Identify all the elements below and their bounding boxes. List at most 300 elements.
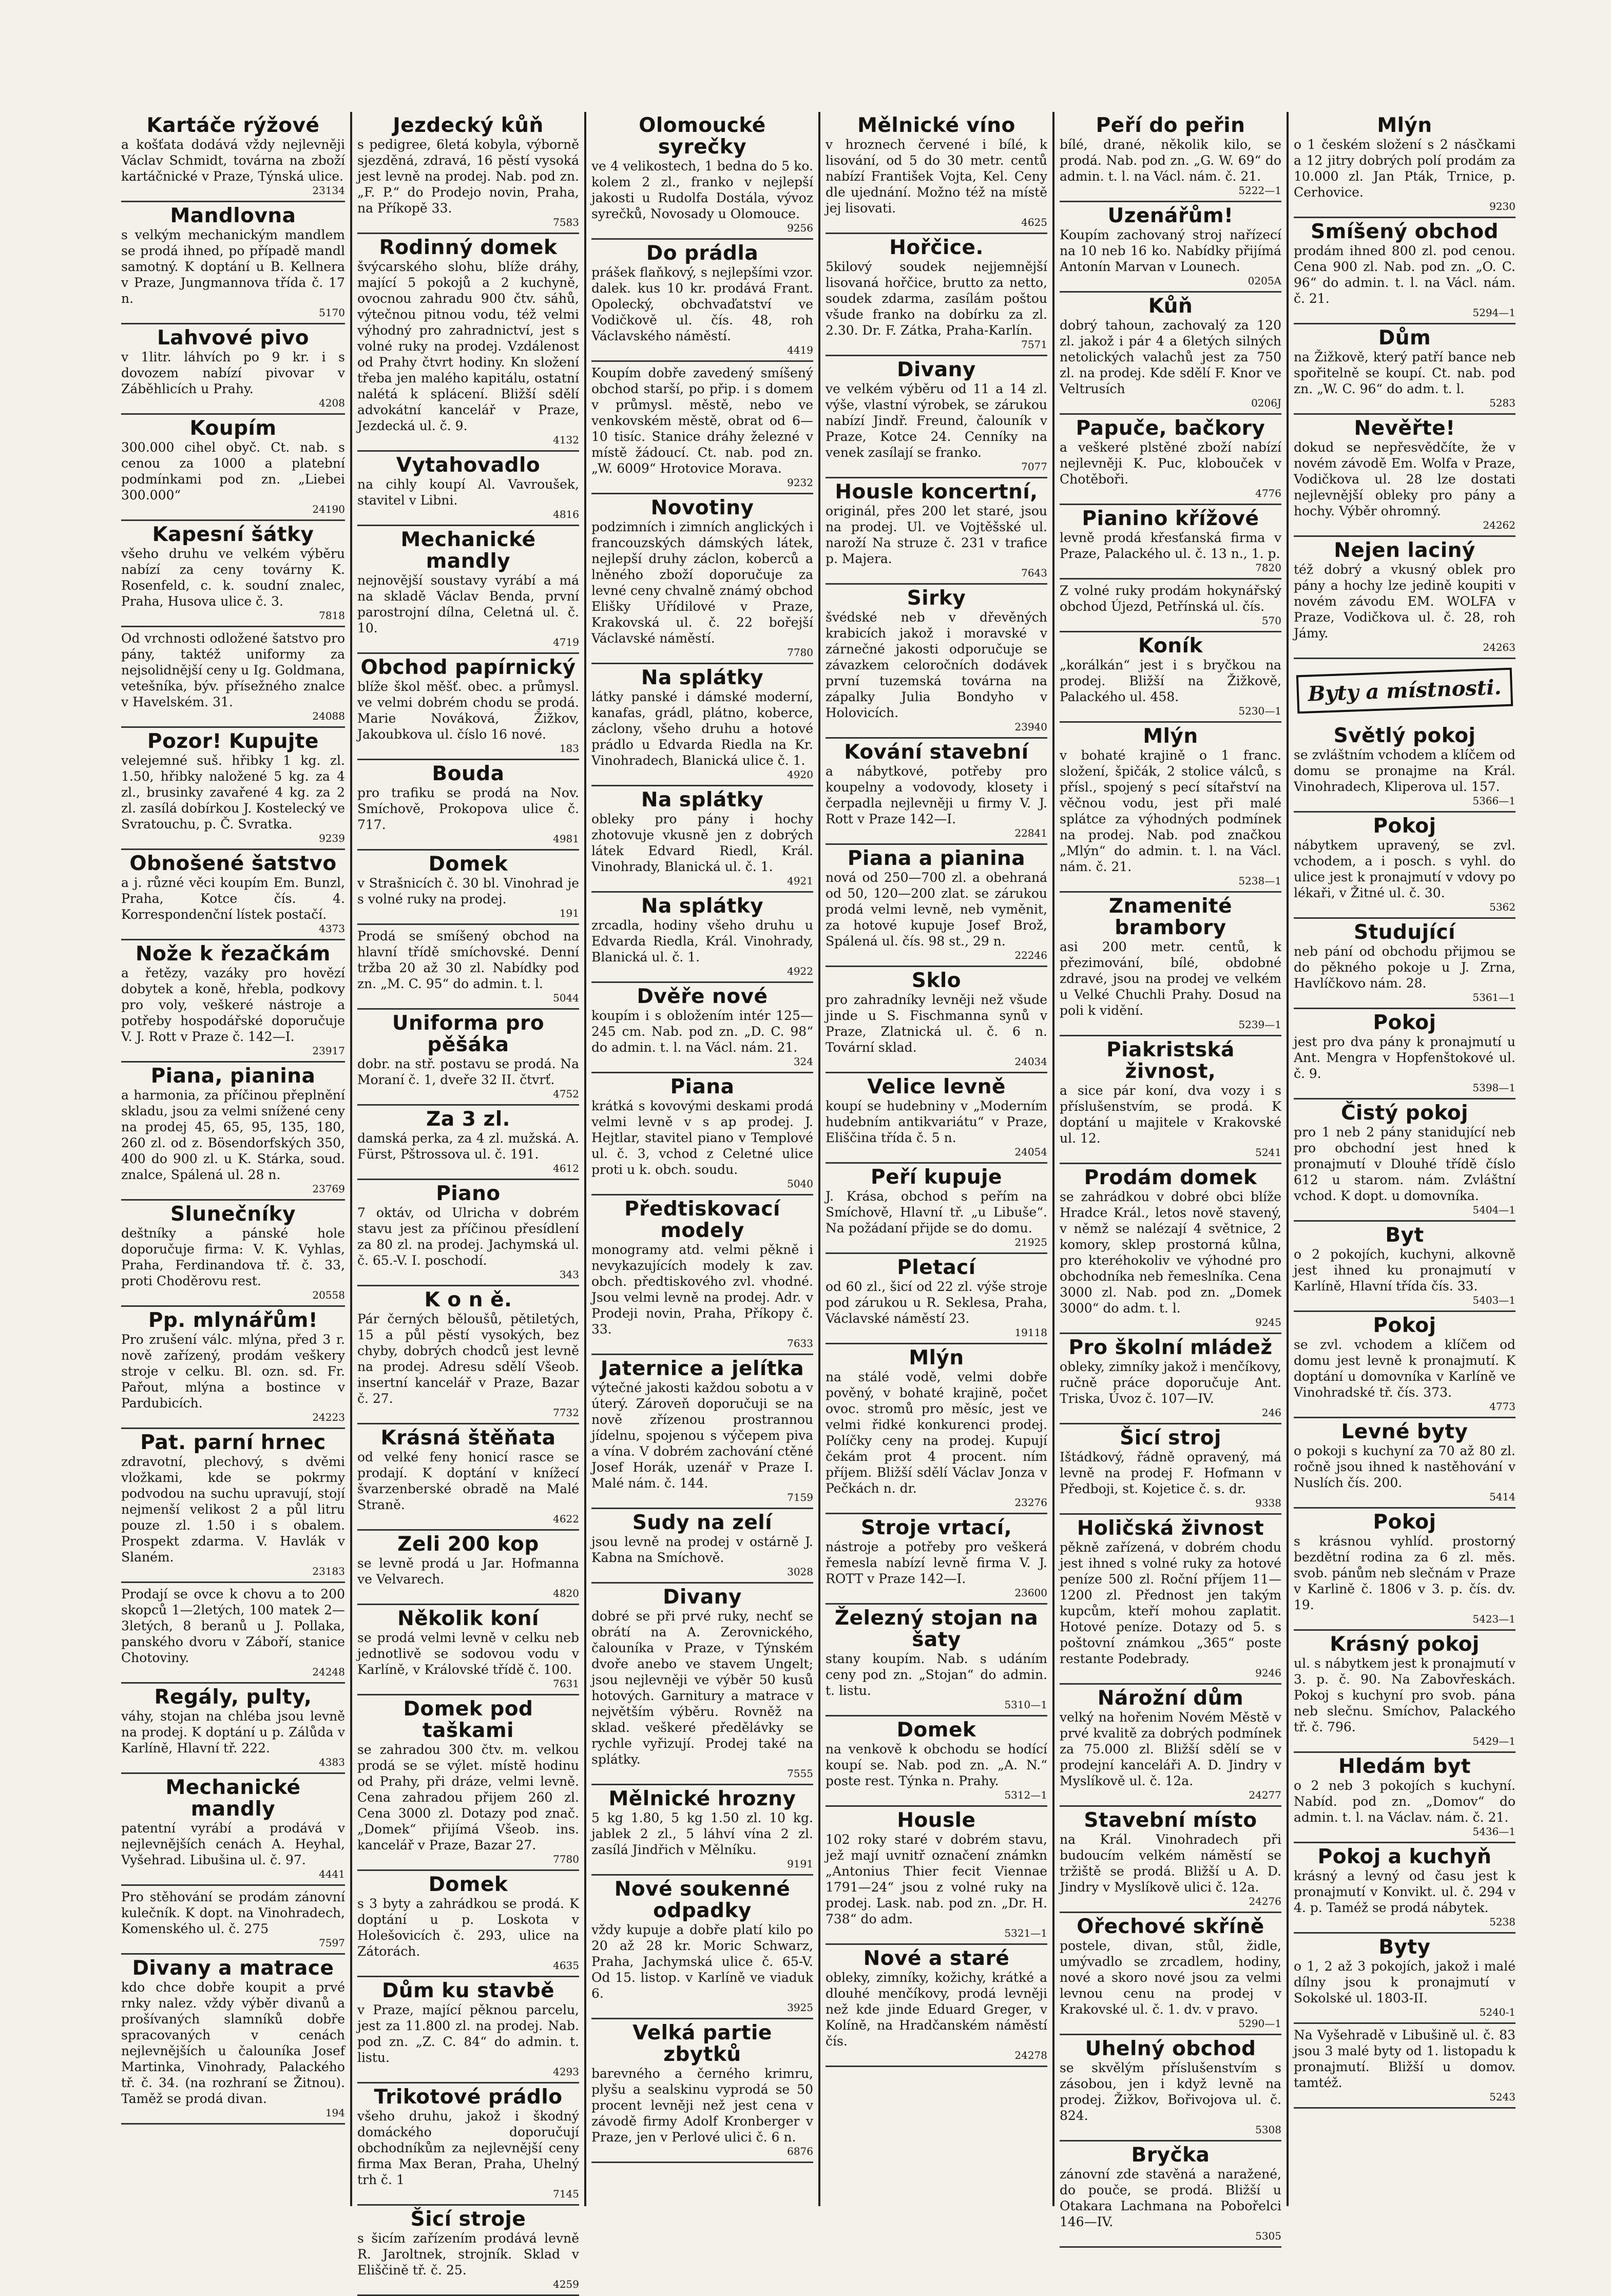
ad-body: a harmonia, za příčinou přeplnění skladu, jsou za velmi snížené ceny na prodej 45, 65, 95, 135, 180, 260 zl. od z. Bösendorfských 350, 400 do 900 zl. u K. Stárka, soud. znalce, Spálená ul. 28 n. (121, 1088, 345, 1182)
ad-number: 5362 (1489, 901, 1516, 913)
ad-number: 7780 (553, 1853, 579, 1865)
ad-headline: Domek pod taškami (403, 1697, 533, 1742)
classified-ad (1294, 537, 1516, 659)
ad-headline: Kapesní šátky (152, 523, 314, 546)
classified-ad (591, 1509, 813, 1584)
ad-headline: Několik koní (397, 1607, 539, 1630)
ad-number: 0205A (1248, 275, 1281, 287)
ad-headline: Krásný pokoj (1330, 1633, 1480, 1656)
ad-headline: Jaternice a jelítka (600, 1357, 804, 1380)
classified-ad (357, 760, 579, 851)
ad-number: 4373 (319, 922, 345, 935)
classified-ad (591, 893, 813, 983)
ad-body: s pedigree, 6letá kobyla, výborně sjezděná, zdravá, 16 pěstí vysoká jest levně na prodej. Nab. pod zn. „F. P.“ do Prodejo novin, Praha, na Příkopě 33. (357, 137, 579, 216)
ad-number: 194 (325, 2107, 345, 2119)
ad-headline: Obnošené šatstvo (129, 852, 337, 875)
classified-ad (121, 940, 345, 1063)
ad-headline: Nevěřte! (1354, 417, 1455, 440)
ad-body: Na Vyšehradě v Libušině ul. č. 83 jsou 3 malé byty od 1. listopadu k pronajmutí. Bližší u domov. tamtéž. (1294, 2028, 1516, 2090)
ad-headline: Mělnické víno (857, 114, 1015, 137)
ad-number: 5414 (1489, 1491, 1516, 1503)
ad-number: 5403—1 (1472, 1294, 1516, 1306)
ad-number: 23134 (312, 184, 345, 197)
classified-ad (1294, 1753, 1516, 1843)
ad-headline: Dvěře nové (637, 985, 768, 1008)
ad-number: 7732 (553, 1406, 579, 1419)
ad-headline: Vytahovadlo (396, 454, 541, 477)
classified-ad (357, 452, 579, 526)
ad-body: velejemné suš. hřibky 1 kg. zl. 1.50, hřibky naložené 5 kg. za 4 zl., brusinky zavařené 4 kg. za 2 zl. zasílá dobírkou J. Kostelecký ve Svratouchu, p. Č. Svratka. (121, 753, 345, 832)
ad-body: na stálé vodě, velmi dobře pověný, v bohaté krajině, počet ovoc. stromů pro měsíc, jest ve velmi řidké konkurenci prodej. Políčky ceny na prodej. Kupují čekám prot 4 procent. ním příjem. Bližší sdělí Václav Jonza v Pečkách n. dr. (826, 1369, 1047, 1496)
classified-ad (357, 1605, 579, 1695)
ad-body: Od vrchnosti odložené šatstvo pro pány, taktéž uniformy za nejsolidnější ceny u Ig. Goldmana, vetešníka, býv. přísežného znalce v Havelském. 31. (121, 631, 345, 709)
ad-body: blíže škol měšť. obec. a průmysl. ve velmi dobrém chodu se prodá. Marie Nováková, Žižkov, Jakoubkova ul. číslo 16 nové. (357, 679, 579, 742)
classified-ad (1060, 893, 1281, 1036)
ad-body: v Strašnicích č. 30 bl. Vinohrad je s volné ruky na prodej. (357, 876, 579, 906)
ad-body: Koupím zachovaný stroj nařízecí na 10 neb 16 ko. Nabídky přijímá Antonín Marvan v Lounech. (1060, 227, 1281, 274)
ad-headline: Předtiskovací modely (624, 1198, 780, 1242)
ad-headline: Olomoucké syrečky (639, 114, 766, 159)
classified-ad (357, 1424, 579, 1531)
classified-column-3 (584, 112, 818, 2206)
ad-number: 7818 (319, 609, 345, 622)
ad-body: deštníky a pánské hole doporučuje firma: V. K. Vyhlas, Praha, Ferdinandova tř. č. 33, proti Choděrovu rest. (121, 1226, 345, 1288)
classified-ad (121, 415, 345, 521)
ad-headline: Velká partie zbytků (632, 2021, 772, 2066)
ad-body: v hroznech červené i bílé, k lisování, od 5 do 30 metr. centů nabízí František Vojta, Kel. Ceny dle ujednání. Možno též na místě jej lisovati. (826, 137, 1047, 216)
classified-ad (1060, 723, 1281, 893)
ad-number: 24248 (312, 1666, 345, 1678)
ad-body: kdo chce dobře koupit a prvé rnky nalez. vždy výběr divanů a prošívaných slamníků dobře spracovaných v cenách nejlevnějších u čalouníka Josef Martinka, Vinohrady, Palackého tř. č. 34. (na rozhraní se Žitnou). Taměž se prodá divan. (121, 1980, 345, 2106)
ad-number: 4820 (553, 1587, 579, 1599)
classified-ad (1294, 415, 1516, 537)
ad-headline: Zeli 200 kop (397, 1533, 539, 1556)
ad-body: v bohaté krajině o 1 franc. složení, špičák, 2 stolice válců, s přísl., spojený s pecí sítařství na věčnou vodu, jest při malé splátce za výhodných podmínek na prodej. Nab. pod značkou „Mlýn“ do admin. t. l. na Václ. nám. č. 21. (1060, 748, 1281, 874)
classified-ad (1060, 112, 1281, 202)
classified-ad (1294, 324, 1516, 415)
classified-ad (591, 1584, 813, 1785)
ad-headline: Domek (428, 1873, 508, 1896)
ad-number: 9338 (1255, 1497, 1281, 1509)
ad-number: 5429—1 (1472, 1735, 1516, 1747)
ad-number: 4293 (553, 2066, 579, 2078)
ad-number: 5239—1 (1238, 1018, 1281, 1031)
ad-body: na Žižkově, který patří bance neb spořitelně se koupí. Ct. nab. pod zn. „W. C. 96“ do adm. t. l. (1294, 350, 1516, 396)
ad-body: Pár černých běloušů, pětiletých, 15 a půl pěstí vysokých, bez chyby, dobrých chodců jest levně na prodej. Adresu sdělí Všeob. insertní kancelář v Praze, Bazar č. 27. (357, 1311, 579, 1406)
classified-ad (826, 1073, 1047, 1164)
ad-body: se zvláštním vchodem a klíčem od domu se pronajme na Král. Vinohradech, Kliperova ul. 157. (1294, 747, 1516, 794)
ad-body: zrcadla, hodiny všeho druhu u Edvarda Riedla, Král. Vinohrady, Blanická ul. č. 1. (591, 918, 813, 964)
ad-number: 24278 (1014, 2049, 1047, 2061)
ad-number: 24054 (1014, 1146, 1047, 1158)
classified-ad (1060, 1685, 1281, 1807)
ad-body: se zahradou 300 čtv. m. velkou prodá se se výlet. místě hodinu od Prahy, při dráze, velmi levně. Cena zahradou přijem 260 zl. Cena 3000 zl. Dotazy pod znač. „Domek“ přijímá Všeob. ins. kancelář v Praze, Bazar 27. (357, 1742, 579, 1853)
ad-headline: Bryčka (1131, 2144, 1210, 2167)
classified-ad (1294, 1631, 1516, 1753)
classified-ad (1060, 1807, 1281, 1913)
classified-ad (121, 521, 345, 627)
ad-body: prodám ihned 800 zl. pod cenou. Cena 900 zl. Nab. pod zn. „O. C. 96“ do admin. t. l. na Václ. nám. č. 21. (1294, 243, 1516, 306)
ad-body: monogramy atd. velmi pěkně i nevykazujících modely k zav. obch. předtiskového zvl. vhodné. Jsou velmi levně na prodej. Adr. v Prodeji novin, Praha, Příkopy č. 33. (591, 1242, 813, 1337)
ad-headline: Mlýn (1377, 114, 1432, 137)
classified-column-6 (1287, 112, 1521, 2206)
ad-body: dokud se nepřesvědčíte, že v novém závodě Em. Wolfa v Praze, Vodičkova ul. 28 lze dostati nejlevnější obleky pro pány a hochy. Výběr ohromný. (1294, 440, 1516, 518)
ad-number: 7583 (553, 216, 579, 228)
classified-ad (357, 654, 579, 760)
classified-ad (591, 983, 813, 1073)
ad-headline: Pokoj a kuchyň (1317, 1845, 1492, 1868)
ad-number: 4132 (553, 434, 579, 446)
ad-body: asi 200 metr. centů, k přezimování, bílé, obdobné zdravé, jsou na prodej ve velkém u Velké Chuchli Prahy. Dosud na poli k vidění. (1060, 939, 1281, 1018)
ad-number: 7631 (553, 1677, 579, 1690)
ad-body: barevného a černého krimru, plyšu a sealskinu vyprodá se 50 procent levněji než jest cena v závodě firmy Adolf Kronberger v Praze, jen v Perlové ulici č. 6 n. (591, 2066, 813, 2145)
ad-number: 22246 (1014, 949, 1047, 961)
ad-headline: Holičská živnost (1077, 1517, 1264, 1540)
ad-headline: Kování stavební (844, 741, 1029, 764)
ad-number: 23769 (312, 1183, 345, 1195)
classified-column-2 (350, 112, 584, 2290)
ad-headline: Jezdecký kůň (393, 114, 544, 137)
classified-ad (591, 494, 813, 664)
ad-body: o 2 pokojích, kuchyni, alkovně jest ihned ku pronajmutí v Karlíně, Hlavní třída čís. 33. (1294, 1247, 1516, 1294)
ad-body: o 1 českém složení s 2 násčkami a 12 jitry dobrých polí prodám za 10.000 zl. Jan Pták, Trnice, p. Cerhovice. (1294, 137, 1516, 200)
ad-number: 5404—1 (1472, 1204, 1516, 1216)
ad-body: a řetězy, vazáky pro hovězí dobytek a koně, hřebla, podkovy pro voly, veškeré nástroje a potřeby hospodářské doporučuje V. J. Rott v Praze č. 142—I. (121, 966, 345, 1044)
ad-number: 7597 (319, 1937, 345, 1949)
ad-number: 24263 (1483, 641, 1516, 653)
classified-column-5 (1052, 112, 1287, 2242)
ad-body: obleky, zimníky jakož i menčíkovy, ručně práce doporučuje Ant. Triska, Úvoz č. 107—IV. (1060, 1359, 1281, 1406)
classified-ad (121, 1583, 345, 1684)
ad-headline: Koupím (189, 417, 277, 440)
ad-body: nejnovější soustavy vyrábí a má na skladě Václav Benda, první parostrojní dílna, Celetná ul. č. 10. (357, 573, 579, 635)
ad-number: 23917 (312, 1045, 345, 1057)
ad-headline: Mechanické mandly (400, 528, 536, 573)
ad-body: dobr. na stř. postavu se prodá. Na Moraní č. 1, dveře 32 II. čtvrť. (357, 1056, 579, 1087)
classified-ad (357, 1286, 579, 1424)
ad-number: 6876 (787, 2145, 813, 2157)
ad-number: 21925 (1014, 1236, 1047, 1248)
ad-headline: Pokoj (1373, 1314, 1436, 1337)
ad-body: též dobrý a vkusný oblek pro pány a hochy lze jedině koupiti v novém závodu EM. WOLFA v Praze, Vodičkova ul. č. 28, roh Jámy. (1294, 562, 1516, 641)
ad-number: 4752 (553, 1088, 579, 1100)
classified-ad (826, 967, 1047, 1073)
ad-number: 324 (793, 1055, 813, 1068)
classified-ad (826, 1807, 1047, 1945)
classified-ad (1060, 1334, 1281, 1424)
classified-ad (121, 202, 345, 324)
ad-number: 4920 (787, 768, 813, 781)
classified-ad (1060, 1515, 1281, 1685)
ad-headline: Sklo (911, 969, 962, 992)
ad-headline: Slunečníky (170, 1203, 296, 1226)
classified-ad (1060, 1424, 1281, 1515)
ad-number: 23600 (1014, 1587, 1047, 1599)
ad-headline: Piana a pianina (847, 847, 1026, 870)
ad-headline: Nárožní dům (1097, 1687, 1244, 1710)
ad-number: 4816 (553, 508, 579, 520)
classified-ad (1060, 2141, 1281, 2248)
classified-ad (826, 739, 1047, 845)
ad-body: 7 oktáv, od Ulricha v dobrém stavu jest za příčinou přesídlení za 80 zl. na prodej. Jachymská ul. č. 65.-V. I. poschodí. (357, 1205, 579, 1268)
ad-number: 20558 (312, 1289, 345, 1301)
ad-body: Prodá se smíšený obchod na hlavní třídě smíchovské. Denní tržba 20 až 30 zl. Nabídky pod zn. „M. C. 95“ do admin. t. l. (357, 929, 579, 991)
ad-number: 570 (1261, 614, 1281, 627)
ad-number: 5312—1 (1004, 1789, 1047, 1801)
classified-ad (591, 1195, 813, 1355)
ad-headline: Šicí stroj (1120, 1426, 1221, 1450)
classified-ad (357, 2083, 579, 2206)
ad-headline: Divany (663, 1586, 742, 1609)
ad-body: o 2 neb 3 pokojích s kuchyní. Nabíd. pod zn. „Domov“ do admin. t. l. na Václav. nám. č. 21. (1294, 1778, 1516, 1825)
ad-body: ve velkém výběru od 11 a 14 zl. výše, vlastní výrobek, se zárukou nabízí Jindř. Freund, čalouník v Praze, Kotce 24. Cenníky na venek zasílají se franko. (826, 381, 1047, 460)
ad-body: a j. různé věci koupím Em. Bunzl, Praha, Kotce čís. 4. Korrespondenční lístek postačí. (121, 875, 345, 922)
ad-number: 3028 (787, 1566, 813, 1578)
ad-body: Ištádkový, řádně opravený, má levně na prodej F. Hofmann v Předboji, st. Kojetice č. s. dr. (1060, 1450, 1281, 1496)
classified-ad (826, 1514, 1047, 1605)
ad-body: prášek flaňkový, s nejlepšími vzor. dalek. kus 10 kr. prodává Frant. Opolecký, obchvaďatství ve Vodičkově ul. čís. 48, roh Václavského náměstí. (591, 265, 813, 343)
ad-number: 4612 (553, 1162, 579, 1174)
ad-body: všeho druhu ve velkém výběru nabízí za ceny továrny K. Rosenfeld, c. k. soudní znalec, Praha, Husova ulice č. 3. (121, 546, 345, 609)
ad-headline: Nože k řezačkám (136, 942, 331, 966)
classified-ad (826, 1716, 1047, 1807)
ad-body: ve 4 velikostech, 1 bedna do 5 ko. kolem 2 zl., franko v nejlepší jakosti u Rudolfa Dostála, vývoz syrečků, Novosady u Olomouce. (591, 159, 813, 221)
ad-headline: Divany a matrace (132, 1957, 334, 1980)
ad-body: s krásnou vyhlíd. prostorný bezdětní rodina za 6 zl. měs. svob. pánům neb slečnám v Praze v Karlině č. 1806 v 3. p. čís. dv. 19. (1294, 1534, 1516, 1612)
ad-number: 23276 (1014, 1496, 1047, 1509)
classified-ad (121, 1774, 345, 1886)
ad-body: švýcarského slohu, blíže dráhy, mající 5 pokojů a 2 kuchyně, ovocnou zahradu 900 čtv. sáhů, výtečnou pitnou vodu, též velmi výhodný pro zahradnictví, jest s volné ruky na prodej. Vzdálenost od Prahy čtvrt hodiny. Kn složení třeba jen malého kapitálu, ostatní nalétá k splácení. Bližší sdělí advokátní kancelář v Praze, Jezdecká ul. č. 9. (357, 259, 579, 433)
ad-headline: Rodinný domek (379, 236, 558, 259)
ad-headline: Šicí stroje (410, 2208, 526, 2231)
ad-body: zánovní zde stavěná a naražené, do pouče, se prodá. Bližší u Otakara Lachmana na Pobořelci 146—IV. (1060, 2167, 1281, 2229)
ad-headline: Regály, pulty, (154, 1686, 312, 1709)
ad-body: postele, divan, stůl, židle, umývadlo se zrcadlem, hodiny, nové a skoro nové jsou za velmi levnou cenu na prodej v Krakovské ul. č. 1. dv. v pravo. (1060, 1938, 1281, 2017)
classified-ad (826, 478, 1047, 585)
ad-number: 9246 (1255, 1667, 1281, 1679)
ad-number: 5238—1 (1238, 875, 1281, 887)
ad-number: 7077 (1021, 460, 1047, 473)
ad-body: 5kilový soudek nejjemnější lisovaná hořčice, brutto za netto, soudek zdarma, zasílám poštou všude franko na dobírku za zl. 2.30. Dr. F. Zátka, Praha-Karlín. (826, 259, 1047, 338)
ad-headline: Dům ku stavbě (381, 1979, 555, 2002)
ad-number: 5321—1 (1004, 1927, 1047, 1939)
ad-body: nová od 250—700 zl. a obehraná od 50, 120—200 zlat. se zárukou prodá velmi levně, neb vyměnit, za hotové kupuje Josef Brož, Spálená ul. čís. 98 st., 29 n. (826, 870, 1047, 949)
classified-ad (591, 362, 813, 494)
ad-body: se prodá velmi levně v celku neb jednotlivě se sodovou vodu v Karlíně, v Královské třídě č. 100. (357, 1630, 579, 1677)
ad-headline: Velice levně (867, 1075, 1006, 1098)
ad-headline: Piakristská živnost, (1106, 1038, 1235, 1083)
classified-ad (1294, 1843, 1516, 1934)
classified-ad (357, 851, 579, 925)
ad-headline: Piana (670, 1075, 735, 1098)
ad-body: patentní vyrábí a prodává v nejlevnějších cenách A. Heyhal, Vyšehrad. Libušina ul. č. 97. (121, 1821, 345, 1867)
ad-number: 5398—1 (1472, 1082, 1516, 1094)
classified-ad (591, 112, 813, 240)
classified-ad (1060, 293, 1281, 415)
ad-body: zdravotní, plechový, s dvěmi vložkami, kde se pokrmy podvodou na suchu upravují, stojí nejmenší velikost 2 a půl litru pouze zl. 1.50 i s obalem. Prospekt zdarma. V. Havlák v Slaném. (121, 1454, 345, 1565)
ad-body: a veškeré plstěné zboží nabízí nejlevněji K. Puc, klobouček v Chotěboři. (1060, 440, 1281, 487)
classified-ad (1294, 1418, 1516, 1509)
ad-number: 4635 (553, 1959, 579, 1972)
ad-body: výtečné jakosti každou sobotu a v úterý. Zároveň doporučuji se na nově zřízenou prostrannou jídelnu, spojenou s výčepem piva a vína. V dobrém zachování ctěné Josef Horák, uzenář v Praze I. Malé nám. č. 144. (591, 1380, 813, 1491)
ad-headline: Hořčice. (889, 236, 984, 259)
ad-headline: Na splátky (641, 788, 764, 812)
ad-headline: Ořechové skříně (1077, 1915, 1264, 1938)
ad-headline: Papuče, bačkory (1076, 417, 1265, 440)
ad-number: 5170 (319, 306, 345, 319)
ad-headline: Pro školní mládež (1068, 1336, 1273, 1359)
ad-body: koupí se hudebniny v „Moderním hudebním antikvariátu“ v Praze, Eliščina třída č. 5 n. (826, 1098, 1047, 1145)
classified-ad (1060, 632, 1281, 723)
ad-headline: Novotiny (650, 496, 754, 519)
ad-headline: Sirky (907, 587, 966, 610)
ad-body: na cihly koupí Al. Vavroušek, stavitel v Libni. (357, 477, 579, 508)
ad-body: jsou levně na prodej v ostárně J. Kabna na Smíchově. (591, 1534, 813, 1565)
ad-number: 9256 (787, 222, 813, 234)
ad-body: s 3 byty a zahrádkou se prodá. K doptání u p. Loskota v Holešovicích č. 293, ulice na Zátorách. (357, 1896, 579, 1959)
classified-ad (357, 1531, 579, 1605)
ad-number: 183 (559, 742, 579, 755)
classified-ad (121, 324, 345, 415)
ad-number: 9191 (787, 1858, 813, 1870)
ad-body: pro 1 neb 2 pány stanidující neb pro obchodní jest hned k pronajmutí v Dlouhé třídě číslo 612 u starom. nám. Zvláštní vchod. K dopt. u domovníka. (1294, 1125, 1516, 1203)
ad-body: originál, přes 200 let staré, jsou na prodej. Ul. ve Vojtěšské ul. naroží Na struze č. 231 v trafice p. Majera. (826, 504, 1047, 566)
ad-headline: Housle koncertní, (835, 480, 1038, 504)
ad-body: látky panské i dámské moderní, kanafas, grádl, plátno, koberce, záclony, všeho druhu a hotové prádlo u Edvarda Riedla na Kr. Vinohradech, Blanická ulice č. 1. (591, 689, 813, 768)
classified-ad (1294, 813, 1516, 919)
ad-headline: Pletací (897, 1256, 976, 1279)
classified-ad (121, 728, 345, 850)
classified-ad (591, 2019, 813, 2163)
ad-body: damská perka, za 4 zl. mužská. A. Fürst, Pštrossova ul. č. 191. (357, 1131, 579, 1162)
ad-number: 9245 (1255, 1316, 1281, 1328)
ad-number: 5230—1 (1238, 705, 1281, 717)
ad-headline: Pianino křížové (1082, 507, 1259, 530)
ad-headline: Peří do peřin (1096, 114, 1245, 137)
ad-number: 5436—1 (1472, 1825, 1516, 1838)
ad-body: Z volné ruky prodám hokynářský obchod Újezd, Petřínská ul. čís. (1060, 583, 1281, 614)
ad-body: obleky pro pány i hochy zhotovuje vkusně jen z dobrých látek Edvard Riedl, Král. Vinohrady, Blanická ul. č. 1. (591, 812, 813, 874)
ad-body: v 1litr. láhvích po 9 kr. i s dovozem nabízí pivovar v Záběhlicích u Prahy. (121, 350, 345, 396)
ad-body: koupím i s obložením intér 125—245 cm. Nab. pod zn. „D. C. 98“ do admin. t. l. na Václ. nám. 21. (591, 1008, 813, 1055)
ad-headline: Do prádla (646, 242, 759, 265)
classified-ad (357, 1106, 579, 1180)
ad-headline: Za 3 zl. (426, 1108, 510, 1131)
classified-ad (357, 234, 579, 452)
ad-number: 5290—1 (1238, 2017, 1281, 2030)
ad-number: 5366—1 (1472, 795, 1516, 807)
classified-ad (1294, 722, 1516, 813)
classified-ad (121, 112, 345, 202)
ad-number: 191 (559, 907, 579, 919)
ad-headline: Pat. parní hrnec (140, 1431, 326, 1454)
ad-headline: Studující (1354, 921, 1455, 944)
ad-body: jest pro dva pány k pronajmutí u Ant. Mengra v Hopfenštokové ul. č. 9. (1294, 1034, 1516, 1081)
ad-body: nástroje a potřeby pro veškerá řemesla nabízí levně firma V. J. ROTT v Praze 142—I. (826, 1539, 1047, 1586)
classified-ad (826, 845, 1047, 967)
ad-number: 4441 (319, 1868, 345, 1880)
ad-number: 23183 (312, 1565, 345, 1577)
ad-headline: Peří kupuje (871, 1166, 1002, 1189)
ad-number: 7145 (553, 2188, 579, 2200)
ad-headline: Nové soukenné odpadky (614, 1878, 791, 1922)
classified-ad (121, 1201, 345, 1307)
ad-body: se zvl. vchodem a klíčem od domu jest levně k pronajmutí. K doptání u domovníka v Karlíně ve Vinohradské tř. čís. 373. (1294, 1337, 1516, 1400)
classified-ad (121, 1429, 345, 1583)
ad-body: Pro stěhování se prodám zánovní kulečník. K dopt. na Vinohradech, Komenského ul. č. 275 (121, 1889, 345, 1936)
ad-headline: Byt (1385, 1224, 1424, 1247)
classified-ad (826, 1164, 1047, 1254)
ad-number: 5308 (1255, 2124, 1281, 2136)
ad-number: 5238 (1489, 1916, 1516, 1928)
ad-headline: Housle (897, 1809, 976, 1832)
classified-ad (121, 1307, 345, 1429)
ad-body: se levně prodá u Jar. Hofmanna ve Velvarech. (357, 1556, 579, 1587)
ad-number: 4719 (553, 636, 579, 648)
ad-body: stany koupím. Nab. s udáním ceny pod zn. „Stojan“ do admin. t. listu. (826, 1651, 1047, 1698)
ad-headline: Uniforma pro pěšáka (392, 1012, 545, 1056)
classified-ad (121, 627, 345, 728)
ad-number: 4773 (1489, 1400, 1516, 1413)
ad-body: pěkně zařízená, v dobrém chodu jest ihned s volné ruky za hotové peníze 500 zl. Roční příjem 11—1200 zl. Přednost jen takým kupcům, kteří mohou zaplatit. Hotové peníze. Dotazy od 5. s poštovní známkou „365“ poste restante Podebrady. (1060, 1540, 1281, 1666)
ad-headline: K o n ě. (424, 1288, 512, 1311)
ad-body: všeho druhu, jakož i škodný domáckého doporučují obchodníkům za nejlevnější ceny firma Max Beran, Praha, Uhelný trh č. 1 (357, 2109, 579, 2187)
ad-headline: Na splátky (641, 666, 764, 689)
ad-body: krátká s kovovými deskami prodá velmi levně v s ap prodej. J. Hejtlar, stavitel piano v Templové ul. č. 3, vchod z Celetné ulice proti u k. obch. soudu. (591, 1098, 813, 1177)
ad-headline: Kartáče rýžové (146, 114, 320, 137)
ad-number: 4921 (787, 875, 813, 887)
classified-ad (357, 1010, 579, 1106)
classified-ad (826, 585, 1047, 739)
classified-ad (826, 1344, 1047, 1514)
classified-ad (1294, 112, 1516, 218)
ad-headline: Byty (1378, 1936, 1431, 1959)
ad-number: 7643 (1021, 567, 1047, 579)
classified-ad (1294, 1099, 1516, 1222)
ad-headline: Piana, pianina (150, 1065, 316, 1088)
ad-number: 7780 (787, 646, 813, 659)
ad-headline: Levné byty (1341, 1420, 1468, 1443)
ad-number: 4776 (1255, 487, 1281, 499)
ad-number: 0206J (1251, 397, 1281, 409)
ad-number: 24088 (312, 710, 345, 722)
ad-number: 4419 (787, 344, 813, 356)
classified-ad (591, 1785, 813, 1876)
ad-headline: Obchod papírnický (360, 656, 576, 679)
ad-headline: Pp. mlynářům! (148, 1309, 318, 1332)
classified-ad (1060, 2035, 1281, 2141)
ad-number: 24262 (1483, 519, 1516, 531)
ad-number: 4625 (1021, 216, 1047, 228)
classified-ad (357, 2206, 579, 2296)
classified-ad (357, 526, 579, 654)
ad-headline: Sudy na zelí (632, 1511, 773, 1534)
ad-body: váhy, stojan na chléba jsou levně na prodej. K doptání u p. Zálůda v Karlíně, Hlavní tř. 222. (121, 1709, 345, 1755)
ad-headline: Lahvové pivo (157, 326, 310, 350)
ad-number: 4208 (319, 397, 345, 409)
ad-headline: Pokoj (1373, 1511, 1436, 1534)
ad-headline: Domek (428, 853, 508, 876)
classified-ad (591, 1073, 813, 1195)
ad-headline: Hledám byt (1338, 1755, 1471, 1778)
ad-body: J. Krása, obchod s peřím na Smíchově, Hlavní tř. „u Libuše“. Na požádaní přijde se do domu. (826, 1189, 1047, 1236)
ad-headline: Uhelný obchod (1085, 2037, 1256, 2060)
ad-number: 7571 (1021, 338, 1047, 351)
classified-ad (826, 356, 1047, 478)
ad-number: 24276 (1249, 1895, 1281, 1907)
classified-ad (1294, 2024, 1516, 2109)
ad-number: 24034 (1014, 1055, 1047, 1068)
